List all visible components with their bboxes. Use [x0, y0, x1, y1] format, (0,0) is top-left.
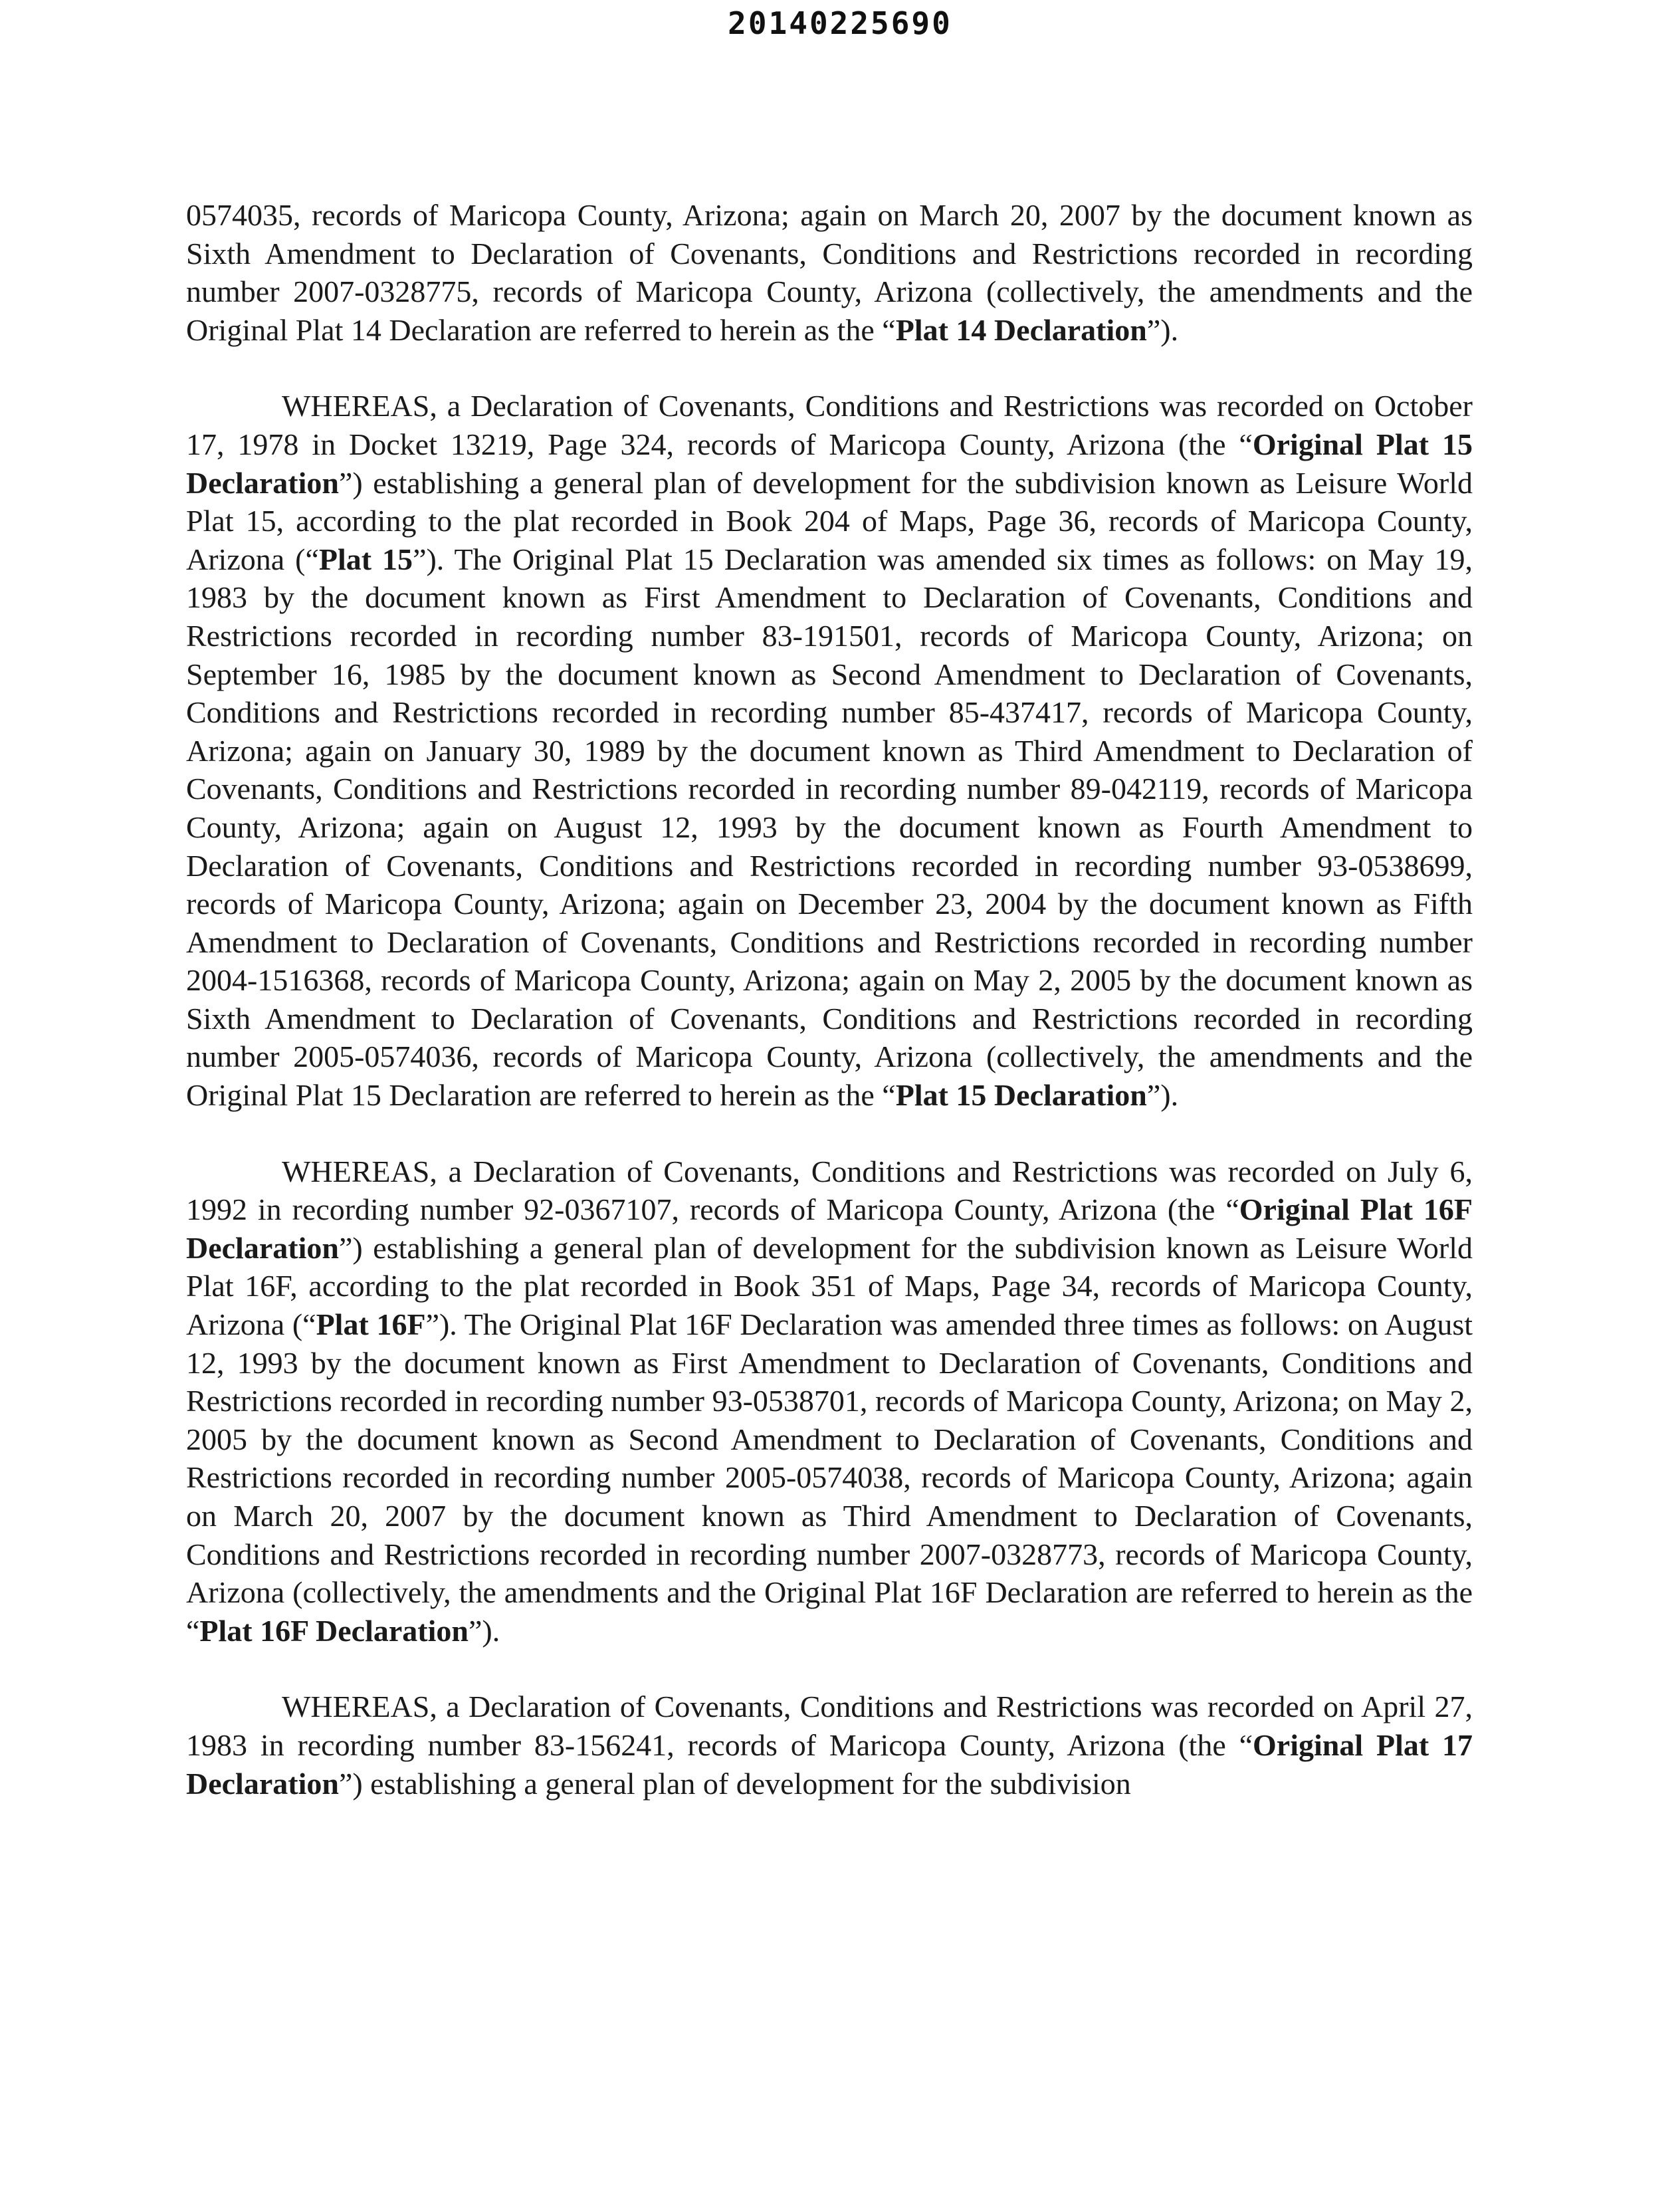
text-run: WHEREAS, a Declaration of Covenants, Conditions and Restrictions was recorded on July 6, 1992 in recording number 92-0367107, records of Maricopa County, Arizona (the “: [186, 1154, 1473, 1227]
defined-term-original-plat-15-declaration: Original Plat 15 Declaration: [186, 427, 1473, 500]
text-run: WHEREAS, a Declaration of Covenants, Conditions and Restrictions was recorded on October 17, 1978 in Docket 13219, Page 324, records of Maricopa County, Arizona (the “: [186, 389, 1473, 461]
defined-term-plat-16f: Plat 16F: [316, 1307, 426, 1342]
paragraph-plat-14-continuation: [186, 196, 1473, 349]
document-number: 20140225690: [728, 5, 952, 41]
text-run: 0574035, records of Maricopa County, Arizona; again on March 20, 2007 by the document known as Sixth Amendment to Declaration of Covenants, Conditions and Restrictions recorded in recording number 2007-0328775, records of Maricopa County, Arizona (collectively, the amendments and the Original Plat 14 Declaration are referred to herein as the “: [186, 198, 1473, 347]
text-run: ”). The Original Plat 16F Declaration was amended three times as follows: on August 12, 1993 by the document known as First Amendment to Declaration of Covenants, Conditions and Restrictions recorded in recording number 93-0538701, records of Maricopa County, Arizona; on May 2, 2005 by the document known as Second Amendment to Declaration of Covenants, Conditions and Restrictions recorded in recording number 2005-0574038, records of Maricopa County, Arizona; again on March 20, 2007 by the document known as Third Amendment to Declaration of Covenants, Conditions and Restrictions recorded in recording number 2007-0328773, records of Maricopa County, Arizona (collectively, the amendments and the Original Plat 16F Declaration are referred to herein as the “: [186, 1307, 1473, 1648]
text-run: ”) establishing a general plan of development for the subdivision known as Leisure World Plat 16F, according to the plat recorded in Book 351 of Maps, Page 34, records of Maricopa County, Arizona (“: [186, 1230, 1473, 1342]
defined-term-plat-14-declaration: Plat 14 Declaration: [895, 312, 1147, 347]
text-run: ”). The Original Plat 15 Declaration was amended six times as follows: on May 19, 1983 by the document known as First Amendment to Declaration of Covenants, Conditions and Restrictions recorded in recording number 83-191501, records of Maricopa County, Arizona; on September 16, 1985 by the document known as Second Amendment to Declaration of Covenants, Conditions and Restrictions recorded in recording number 85-437417, records of Maricopa County, Arizona; again on January 30, 1989 by the document known as Third Amendment to Declaration of Covenants, Conditions and Restrictions recorded in recording number 89-042119, records of Maricopa County, Arizona; again on August 12, 1993 by the document known as Fourth Amendment to Declaration of Covenants, Conditions and Restrictions recorded in recording number 93-0538699, records of Maricopa County, Arizona; again on December 23, 2004 by the document known as Fifth Amendment to Declaration of Covenants, Conditions and Restrictions recorded in recording number 2004-1516368, records of Maricopa County, Arizona; again on May 2, 2005 by the document known as Sixth Amendment to Declaration of Covenants, Conditions and Restrictions recorded in recording number 2005-0574036, records of Maricopa County, Arizona (collectively, the amendments and the Original Plat 15 Declaration are referred to herein as the “: [186, 542, 1473, 1113]
defined-term-plat-15-declaration: Plat 15 Declaration: [895, 1078, 1147, 1113]
text-run: ”) establishing a general plan of development for the subdivision known as Leisure World Plat 15, according to the plat recorded in Book 204 of Maps, Page 36, records of Maricopa County, Arizona (“: [186, 465, 1473, 576]
text-run: WHEREAS, a Declaration of Covenants, Conditions and Restrictions was recorded on April 27, 1983 in recording number 83-156241, records of Maricopa County, Arizona (the “: [186, 1690, 1473, 1762]
paragraph-plat-16f: [186, 1153, 1473, 1650]
text-run: ”).: [1146, 1078, 1179, 1113]
defined-term-plat-15: Plat 15: [318, 542, 413, 576]
text-run: ”).: [468, 1613, 500, 1648]
text-run: ”).: [1146, 312, 1179, 347]
defined-term-original-plat-16f-declaration: Original Plat 16F Declaration: [186, 1192, 1473, 1265]
document-body: [186, 196, 1473, 1840]
defined-term-original-plat-17-declaration: Original Plat 17 Declaration: [186, 1727, 1473, 1801]
paragraph-plat-15: [186, 387, 1473, 1114]
defined-term-plat-16f-declaration: Plat 16F Declaration: [199, 1613, 469, 1648]
text-run: ”) establishing a general plan of development for the subdivision: [338, 1766, 1131, 1801]
paragraph-plat-17: [186, 1688, 1473, 1803]
